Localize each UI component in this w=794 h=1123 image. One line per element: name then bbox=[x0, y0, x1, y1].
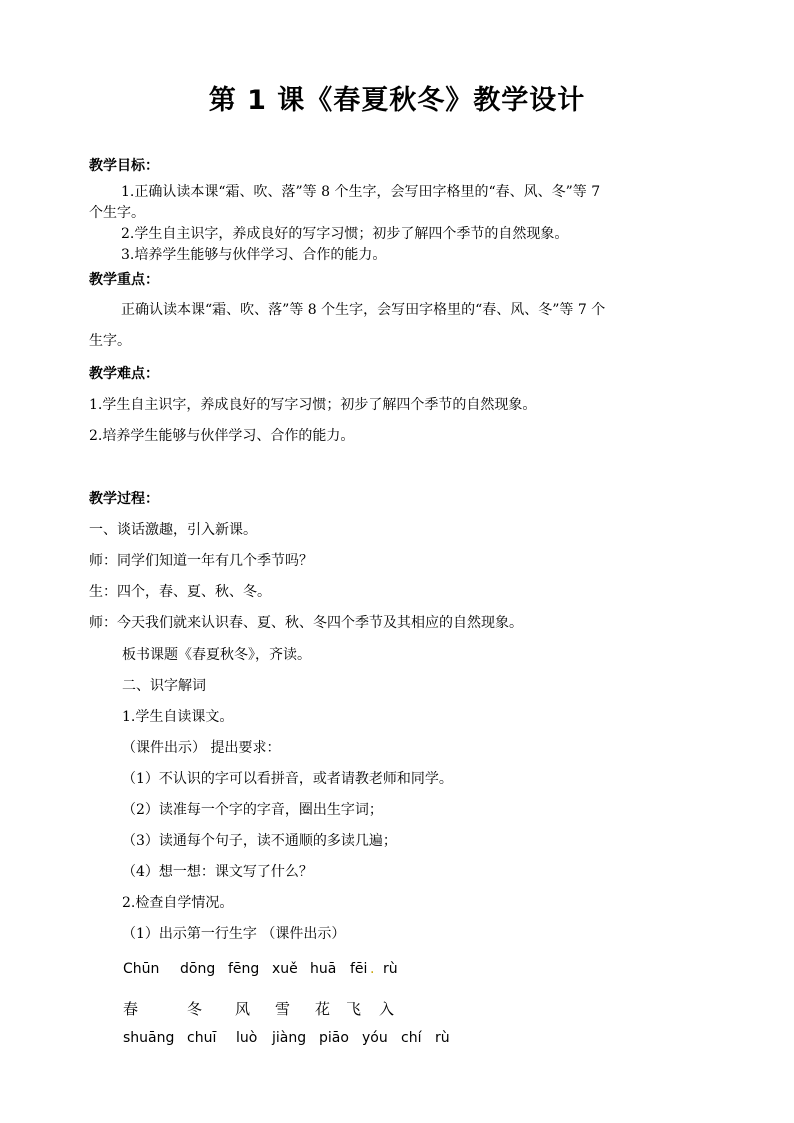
pinyin: huā bbox=[310, 961, 337, 977]
process-line: 生：四个，春、夏、秋、冬。 bbox=[89, 584, 271, 600]
character: 入 bbox=[379, 1000, 395, 1018]
difficulty-item-1: 1.学生自主识字，养成良好的写字习惯；初步了解四个季节的自然现象。 bbox=[89, 397, 537, 413]
pinyin: piāo bbox=[319, 1030, 349, 1046]
process-line: （2）读准每一个字的字音，圈出生字词； bbox=[122, 802, 383, 818]
objective-item-1-cont: 个生字。 bbox=[89, 205, 145, 221]
process-line: （1）不认识的字可以看拼音，或者请教老师和同学。 bbox=[122, 771, 453, 787]
difficulties-heading: 教学难点： bbox=[89, 366, 159, 382]
pinyin: Chūn bbox=[123, 961, 160, 977]
pinyin: . bbox=[370, 961, 375, 977]
objective-item-2: 2.学生自主识字，养成良好的写字习惯；初步了解四个季节的自然现象。 bbox=[121, 226, 569, 242]
character: 飞 bbox=[346, 1000, 362, 1018]
pinyin: chuī bbox=[187, 1030, 217, 1046]
process-line: （课件出示） 提出要求： bbox=[122, 740, 281, 756]
pinyin: shuāng bbox=[123, 1030, 175, 1046]
pinyin: rù bbox=[435, 1030, 450, 1046]
character: 春 bbox=[123, 1000, 139, 1018]
objectives-heading: 教学目标： bbox=[89, 158, 159, 174]
process-line: 师：同学们知道一年有几个季节吗？ bbox=[89, 553, 313, 569]
pinyin: rù bbox=[383, 961, 398, 977]
character: 冬 bbox=[187, 1000, 203, 1018]
key-points-text: 正确认读本课“霜、吹、落”等 8 个生字，会写田字格里的“春、风、冬”等 7 个 bbox=[121, 302, 606, 318]
process-line: 2.检查自学情况。 bbox=[122, 895, 234, 911]
pinyin: fēng bbox=[228, 961, 260, 977]
difficulty-item-2: 2.培养学生能够与伙伴学习、合作的能力。 bbox=[89, 428, 355, 444]
process-line: （4）想一想：课文写了什么？ bbox=[122, 864, 313, 880]
process-line: 板书课题《春夏秋冬》，齐读。 bbox=[122, 647, 311, 663]
character: 风 bbox=[235, 1000, 251, 1018]
pinyin: luò bbox=[236, 1030, 258, 1046]
process-line: （3）读通每个句子，读不通顺的多读几遍； bbox=[122, 833, 397, 849]
process-line: （1）出示第一行生字 （课件出示） bbox=[122, 926, 346, 942]
process-heading: 教学过程： bbox=[89, 491, 159, 507]
character: 雪 bbox=[275, 1000, 291, 1018]
character: 花 bbox=[315, 1000, 331, 1018]
pinyin: chí bbox=[401, 1030, 422, 1046]
key-points-text-cont: 生字。 bbox=[89, 333, 131, 349]
process-line: 师：今天我们就来认识春、夏、秋、冬四个季节及其相应的自然现象。 bbox=[89, 615, 523, 631]
char-row-1 bbox=[0, 998, 794, 1020]
page-title: 第 1 课《春夏秋冬》教学设计 bbox=[208, 85, 586, 116]
objective-item-3: 3.培养学生能够与伙伴学习、合作的能力。 bbox=[121, 247, 387, 263]
pinyin-row-2 bbox=[0, 1030, 794, 1050]
pinyin-row-1 bbox=[0, 961, 794, 981]
process-line: 一、谈话激趣，引入新课。 bbox=[89, 522, 257, 538]
process-line: 二、识字解词 bbox=[122, 678, 206, 694]
pinyin: yóu bbox=[362, 1030, 388, 1046]
pinyin: fēi bbox=[350, 961, 368, 977]
key-points-heading: 教学重点： bbox=[89, 272, 159, 288]
process-line: 1.学生自读课文。 bbox=[122, 709, 234, 725]
pinyin: xuě bbox=[272, 961, 298, 977]
objective-item-1: 1.正确认读本课“霜、吹、落”等 8 个生字，会写田字格里的“春、风、冬”等 7 bbox=[121, 184, 601, 200]
pinyin: dōng bbox=[180, 961, 216, 977]
pinyin: jiàng bbox=[272, 1030, 307, 1046]
